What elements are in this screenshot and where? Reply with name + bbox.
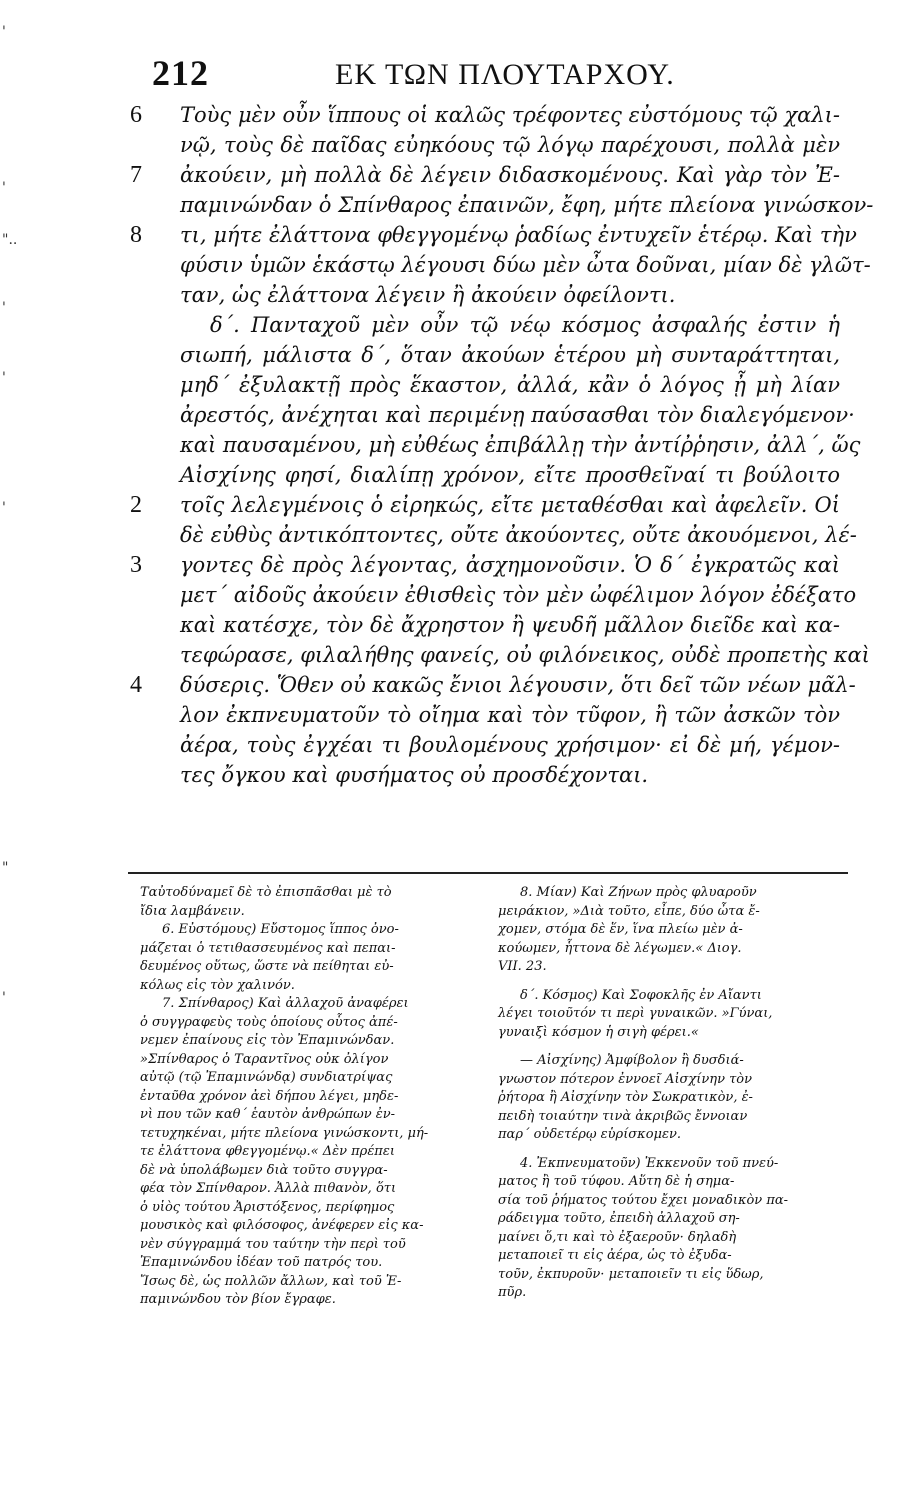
footnote-line: δ΄. Κόσμος) Καὶ Σοφοκλῆς ἐν Αἴαντι [520,987,762,1003]
text-line [130,700,840,730]
page-number: 212 [152,53,209,93]
line-text: τεφώρασε, φιλαλήθης φανείς, οὐ φιλόνεικος, οὐδὲ προπετὴς καὶ [180,643,870,667]
running-title: ΕΚ ΤΩΝ ΠΛΟΥΤΑΡΧΟΥ. [335,58,675,91]
line-text: ἀέρα, τοὺς ἐγχέαι τι βουλομένους χρήσιμον· εἰ δὲ μή, γέμον- [180,733,840,757]
text-line [130,760,840,790]
line-text: τι, μήτε ἐλάττονα φθεγγομένῳ ῥαδίως ἐντυχεῖν ἑτέρῳ. Καὶ τὴν [180,223,857,247]
margin-number: 7 [130,162,142,188]
line-text: λον ἐκπνευματοῦν τὸ οἴημα καὶ τὸν τῦφον, ἢ τῶν ἀσκῶν τὸν [180,703,840,727]
footnote-line: ἴδια λαμβάνειν. [140,903,245,919]
footnote-line: αὐτῷ (τῷ Ἐπαμινώνδᾳ) συνδιατρίψας [140,1070,393,1085]
footnote-line: δευμένος οὕτως, ὥστε νὰ πείθηται εὐ- [140,959,394,974]
line-text: μηδ΄ ἐξυλακτῇ πρὸς ἕκαστον, ἀλλά, κἂν ὁ λόγος ᾖ μὴ λίαν [180,373,840,397]
edge-mark: ' [2,990,6,1006]
main-text [130,100,874,790]
text-line [130,580,857,610]
footnote-line: — Αἰσχίνης) Ἀμφίβολον ἢ δυσδιά- [520,1053,744,1068]
footnote-line: ἐνταῦθα χρόνον ἀεὶ δήπου λέγει, μηδε- [140,1088,399,1104]
line-text: δ΄. Πανταχοῦ μὲν οὖν τῷ νέῳ κόσμος ἀσφαλής ἐστιν ἡ [210,313,840,337]
text-line [130,340,840,370]
footnote-line: παμινώνδου τὸν βίον ἔγραφε. [140,1292,336,1307]
text-line [130,520,857,550]
line-text: Αἰσχίνης φησί, διαλίπῃ χρόνον, εἴτε προσθεῖναί τι βούλοιτο [180,463,840,487]
footnote-line: Ἴσως δὲ, ὡς πολλῶν ἄλλων, καὶ τοῦ Ἐ- [140,1273,402,1289]
footnote-line: κούωμεν, ἧττονα δὲ λέγωμεν.« Διογ. [498,940,742,956]
footnote-line: 4. Ἐκπνευματοῦν) Ἐκκενοῦν τοῦ πνεύ- [520,1155,779,1171]
text-line [130,370,840,400]
footnote-line: σία τοῦ ῥήματος τούτου ἔχει μοναδικὸν πα- [498,1192,789,1208]
running-head [150,52,675,102]
text-line [130,310,840,340]
line-text: καὶ κατέσχε, τὸν δὲ ἄχρηστον ἢ ψευδῆ μᾶλλον διεῖδε καὶ κα- [180,613,840,637]
footnote-line: ματος ἢ τοῦ τύφου. Αὕτη δὲ ἡ σημα- [498,1174,735,1189]
footnote-line: »Σπίνθαρος ὁ Ταραντῖνος οὐκ ὀλίγον [140,1051,389,1067]
text-line [130,220,857,250]
text-line [130,430,861,460]
footnote-line: παρ΄ οὐδετέρῳ εὑρίσκομεν. [498,1127,681,1142]
text-line [130,460,840,490]
footnote-line: νὶ που τῶν καθ΄ ἑαυτὸν ἀνθρώπων ἐν- [140,1107,396,1122]
edge-mark: ' [2,24,6,40]
footnote-line: γνωστον πότερον ἐννοεῖ Αἰσχίνην τὸν [498,1071,753,1087]
footnote-line: μουσικὸς καὶ φιλόσοφος, ἀνέφερεν εἰς κα- [140,1218,424,1233]
footnote-line: κόλως εἰς τὸν χαλινόν. [140,977,295,993]
line-text: δὲ εὐθὺς ἀντικόπτοντες, οὔτε ἀκούοντες, οὔτε ἀκουόμενοι, λέ- [180,523,857,547]
footnotes-left-column [140,884,475,1310]
line-text: παμινώνδαν ὁ Σπίνθαρος ἐπαινῶν, ἔφη, μήτε πλείονα γινώσκον- [180,193,874,217]
footnote-line: νεμεν ἐπαίνους εἰς τὸν Ἐπαμινώνδαν. [140,1033,395,1048]
footnote-line: 6. Εὐστόμους) Εὔστομος ἵππος ὀνο- [162,922,399,937]
edge-mark: ' [2,300,6,316]
line-text: ἀρεστός, ἀνέχηται καὶ περιμένῃ παύσασθαι τὸν διαλεγόμενον· [180,403,855,427]
line-text: σιωπή, μάλιστα δ΄, ὅταν ἀκούων ἑτέρου μὴ συνταράττηται, [180,343,840,367]
line-text: νῷ, τοὺς δὲ παῖδας εὐηκόους τῷ λόγῳ παρέχουσι, πολλὰ μὲν [180,133,840,157]
footnote-line: τετυχηκέναι, μήτε πλείονα γινώσκοντι, μή- [140,1125,429,1141]
footnote-line: 7. Σπίνθαρος) Καὶ ἀλλαχοῦ ἀναφέρει [162,996,409,1011]
text-line [130,100,840,130]
footnotes-right-column [498,884,833,1303]
footnote-line: μεταποιεῖ τι εἰς ἀέρα, ὡς τὸ ἐξυδα- [498,1248,732,1263]
footnote-line: 8. Μίαν) Καὶ Ζήνων πρὸς φλυαροῦν [520,885,757,900]
margin-number: 4 [130,672,142,698]
text-line [130,490,840,520]
footnote-line: τοῦν, ἐκπυροῦν· μεταποιεῖν τι εἰς ὕδωρ, [498,1266,764,1282]
footnote-rule [128,872,848,874]
footnote-line: ὁ συγγραφεὺς τοὺς ὁποίους οὗτος ἀπέ- [140,1014,398,1030]
line-text: μετ΄ αἰδοῦς ἀκούειν ἐθισθεὶς τὸν μὲν ὠφέλιμον λόγον ἐδέξατο [180,583,857,607]
margin-number: 8 [130,222,142,248]
line-text: καὶ παυσαμένου, μὴ εὐθέως ἐπιβάλλῃ τὴν ἀντίῤῥησιν, ἀλλ΄, ὥς [180,433,861,457]
margin-number: 6 [130,102,142,128]
footnote-line: φέα τὸν Σπίνθαρον. Ἀλλὰ πιθανὸν, ὅτι [140,1181,397,1196]
text-line [130,730,840,760]
footnote-line: νὲν σύγγραμμά του ταύτην τὴν περὶ τοῦ [140,1236,406,1252]
footnote-line: ὁ υἱὸς τούτου Ἀριστόξενος, περίφημος [140,1199,395,1215]
margin-number: 3 [130,552,142,578]
text-line [130,190,874,220]
line-text: γοντες δὲ πρὸς λέγοντας, ἀσχημονοῦσιν. Ὁ δ΄ ἐγκρατῶς καὶ [180,553,840,577]
line-text: ἀκούειν, μὴ πολλὰ δὲ λέγειν διδασκομένους. Καὶ γὰρ τὸν Ἐ- [180,163,840,187]
line-text: φύσιν ὑμῶν ἑκάστῳ λέγουσι δύω μὲν ὦτα δοῦναι, μίαν δὲ γλῶτ- [180,253,871,277]
line-text: Τοὺς μὲν οὖν ἵππους οἱ καλῶς τρέφοντες εὐστόμους τῷ χαλι- [180,103,840,127]
footnote-line: δὲ νὰ ὑπολάβωμεν διὰ τοῦτο συγγρα- [140,1162,388,1178]
footnote-line: λέγει τοιοῦτόν τι περὶ γυναικῶν. »Γύναι, [498,1006,773,1021]
edge-mark: ' [2,180,6,196]
footnote-line: Ταὐτοδύναμεῖ δὲ τὸ ἐπισπᾶσθαι μὲ τὸ [140,885,392,900]
footnote-line: πῦρ. [498,1285,527,1300]
text-line [130,640,870,670]
footnote-line: ράδειγμα τοῦτο, ἐπειδὴ ἀλλαχοῦ ση- [498,1211,740,1226]
text-line [130,550,840,580]
edge-mark: ".. [2,232,18,248]
text-line [130,280,840,310]
footnote-line: μάζεται ὁ τετιθασσευμένος καὶ πεπαι- [140,940,396,956]
edge-mark: " [2,860,9,876]
footnote-line: VII. 23. [498,959,547,974]
footnote-line: γυναιξὶ κόσμον ἡ σιγὴ φέρει.« [498,1024,699,1040]
footnote-line: τε ἐλάττονα φθεγγομένῳ.« Δὲν πρέπει [140,1144,395,1159]
line-text: δύσερις. Ὅθεν οὐ κακῶς ἔνιοι λέγουσιν, ὅτι δεῖ τῶν νέων μᾶλ- [180,673,856,697]
footnote-line: Ἐπαμινώνδου ἰδέαν τοῦ πατρός του. [140,1255,383,1270]
footnote-line: πειδὴ τοιαύτην τινὰ ἀκριβῶς ἔννοιαν [498,1108,748,1124]
footnote-line: ῥήτορα ἢ Αἰσχίνην τὸν Σωκρατικὸν, ἐ- [498,1090,753,1105]
edge-mark: ' [2,500,6,516]
line-text: τοῖς λελεγμένοις ὁ εἰρηκώς, εἴτε μεταθέσθαι καὶ ἀφελεῖν. Οἱ [180,493,840,517]
text-line [130,670,856,700]
line-text: τες ὄγκου καὶ φυσήματος οὐ προσδέχονται. [180,763,649,787]
text-line [130,250,871,280]
footnote-line: χομεν, στόμα δὲ ἕν, ἵνα πλείω μὲν ἀ- [498,922,743,937]
text-line [130,160,840,190]
text-line [130,130,840,160]
footnote-line: μαίνει ὅ,τι καὶ τὸ ἐξαεροῦν· δηλαδὴ [498,1229,737,1245]
text-line [130,610,840,640]
edge-mark: ' [2,370,6,386]
line-text: ταν, ὡς ἐλάττονα λέγειν ἢ ἀκούειν ὀφείλοντι. [180,283,676,307]
text-line [130,400,855,430]
footnote-line: μειράκιον, »Διὰ τοῦτο, εἶπε, δύο ὦτα ἔ- [498,903,760,919]
margin-number: 2 [130,492,142,518]
